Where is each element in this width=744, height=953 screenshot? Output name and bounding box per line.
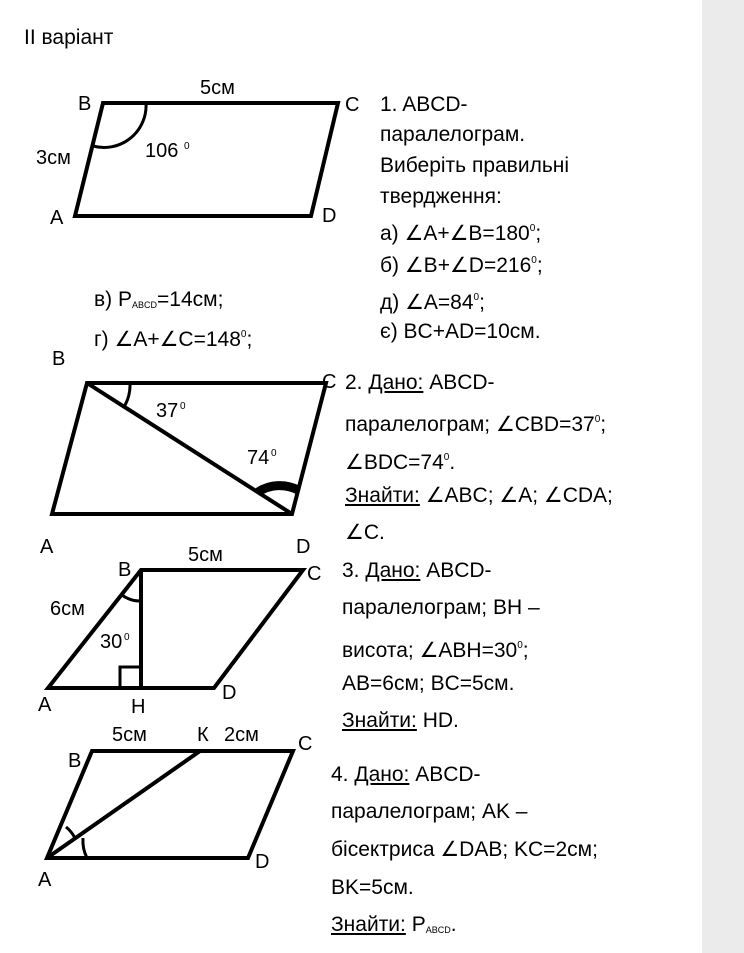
fig2-angle-cbd: 37 — [156, 400, 179, 422]
fig2-label-c: C — [322, 371, 337, 393]
task1-line1: 1. ABCD- — [380, 93, 468, 116]
fig1-side-ab: 3см — [36, 147, 71, 169]
fig3-label-d: D — [222, 682, 237, 704]
task2-line3: $\angle BDC=74^0$. — [345, 451, 456, 474]
task4-line3: бісектриса ∠DAB; KC=2см; — [331, 838, 598, 861]
task1-line4: твердження: — [380, 185, 502, 208]
fig2-deg2: 0 — [271, 448, 277, 459]
fig1-label-a: A — [50, 207, 64, 229]
task3-line5: Знайти: HD. — [342, 709, 459, 732]
task1-option-d: д) $\angle A=84^0$; — [380, 291, 485, 314]
task4-line4: BK=5см. — [331, 876, 414, 899]
task3-line3: висота; $\angle ABH=30^0$; — [342, 639, 529, 662]
fig3-label-b: B — [118, 559, 132, 581]
fig4-label-d: D — [255, 851, 270, 873]
fig3-label-c: C — [307, 563, 322, 585]
figure-3-parallelogram — [48, 570, 303, 688]
task4-line5: Знайти: $P_{ABCD}$. — [331, 913, 457, 936]
fig2-label-d: D — [296, 536, 311, 558]
fig4-label-k: К — [197, 724, 209, 746]
task1-option-g: г) $\angle A+\angle C=148^0$; — [94, 328, 253, 351]
fig1-label-c: C — [345, 94, 360, 116]
fig3-angle-abh: 30 — [100, 631, 123, 653]
page-heading: II варіант — [24, 26, 114, 49]
fig4-segment-bk: 5см — [112, 724, 147, 746]
task3-line4: AB=6см; BC=5см. — [342, 672, 515, 695]
fig4-label-a: A — [38, 869, 52, 891]
fig1-label-b: B — [78, 93, 92, 115]
fig2-deg1: 0 — [180, 401, 186, 412]
figure-2-parallelogram — [52, 383, 326, 514]
fig1-side-bc: 5см — [200, 77, 235, 99]
fig3-label-h: H — [131, 696, 146, 718]
fig4-segment-kc: 2см — [224, 724, 259, 746]
task1-option-b: б) $\angle B+\angle D=216^0$; — [380, 254, 543, 277]
fig2-label-a: A — [40, 536, 54, 558]
figure-4-parallelogram — [47, 751, 293, 858]
task1-option-v: в) $P_{ABCD}=14см$; — [94, 288, 224, 311]
fig3-deg: 0 — [124, 632, 130, 643]
task1-line2: паралелограм. — [380, 123, 526, 146]
task2-line1: 2. Дано: ABCD- — [345, 371, 495, 394]
fig2-label-b: B — [52, 348, 66, 370]
fig4-label-b: B — [68, 750, 82, 772]
task1-option-a: а) $\angle A+\angle B=180^0$; — [380, 222, 542, 245]
fig1-angle-b: 106 — [145, 140, 179, 162]
fig3-label-a: A — [38, 694, 52, 716]
figure-2-labels — [40, 348, 336, 558]
task1-line3: Виберіть правильні — [380, 154, 570, 177]
figure-1-parallelogram — [75, 103, 338, 216]
fig3-side-ab: 6см — [50, 598, 85, 620]
fig1-label-d: D — [322, 205, 337, 227]
fig3-side-bc: 5см — [188, 544, 223, 566]
task2-line2: паралелограм; $\angle CBD=37^0$; — [345, 413, 607, 436]
task4-line1: 4. Дано: ABCD- — [331, 763, 481, 786]
task4-line2: паралелограм; AK – — [331, 800, 528, 823]
task1-option-ye: є) BC+AD=10см. — [380, 320, 541, 343]
fig4-label-c: C — [298, 733, 313, 755]
task3-line2: паралелограм; BH – — [342, 596, 540, 619]
task2-line5: ∠C. — [345, 521, 385, 544]
fig1-deg: 0 — [184, 141, 190, 152]
task3-line1: 3. Дано: ABCD- — [342, 559, 492, 582]
task2-line4: Знайти: ∠ABC; ∠A; ∠CDA; — [345, 484, 613, 507]
figure-1-labels — [36, 77, 359, 229]
fig2-angle-bdc: 74 — [247, 447, 270, 469]
